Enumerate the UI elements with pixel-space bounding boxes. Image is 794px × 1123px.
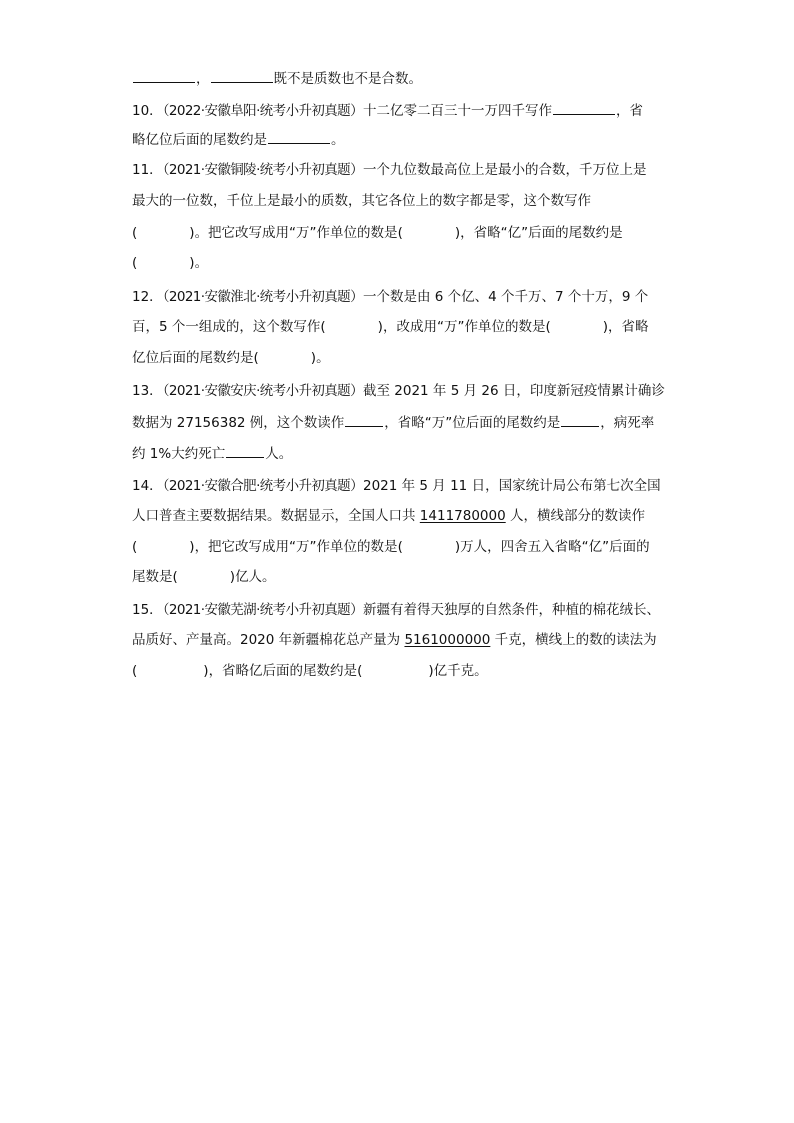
question-text: 一个九位数最高位上是最小的合数，千万位上是	[362, 162, 647, 178]
question-12-line-2	[132, 317, 672, 337]
question-13-line-2	[132, 412, 672, 433]
paren-close: )	[454, 539, 461, 555]
paren-open: (	[132, 539, 138, 555]
question-11-line-1	[132, 160, 672, 180]
underlined-number: 5161000000	[404, 632, 491, 648]
paren-close: )	[189, 539, 195, 555]
question-13-line-3	[132, 443, 672, 464]
question-text: 亿位后面的尾数约是	[132, 350, 254, 366]
question-text: 截至 2021 年 5 月 26 日，印度新冠疫情累计确诊	[362, 383, 665, 399]
question-text: 约 1%大约死亡	[132, 446, 226, 462]
paren-close: )	[189, 255, 195, 271]
question-text: 略亿位后面的尾数约是	[132, 132, 267, 148]
question-14-line-1	[132, 476, 672, 496]
question-14-line-2	[132, 506, 672, 526]
question-number: 15．	[132, 602, 163, 618]
question-text: 既不是质数也不是合数。	[273, 71, 422, 87]
question-text: 百，5 个一组成的，这个数写作	[132, 319, 321, 335]
question-text: 。	[316, 350, 330, 366]
paren-open: (	[253, 350, 259, 366]
question-source: （2021·安徽铜陵·统考小升初真题）	[162, 162, 363, 178]
paren-open: (	[397, 539, 403, 555]
paren-open: (	[357, 663, 363, 679]
question-13-line-1	[132, 381, 672, 401]
question-text: 。	[331, 132, 345, 148]
question-number: 12．	[132, 289, 163, 305]
paren-close: )	[203, 663, 209, 679]
question-source: （2022·安徽阜阳·统考小升初真题）	[162, 103, 363, 119]
question-number: 13．	[132, 383, 163, 399]
question-text: 一个数是由 6 个亿、4 个千万、7 个十万，9 个	[362, 289, 649, 305]
question-14-line-4	[132, 567, 672, 587]
paren-open: (	[320, 319, 326, 335]
question-text: 人，横线部分的数读作	[505, 508, 645, 524]
answer-blank[interactable]	[345, 412, 383, 427]
question-text: ，省略“万”位后面的尾数约是	[384, 415, 561, 431]
answer-blank[interactable]	[133, 68, 195, 83]
question-text: 亿人。	[235, 569, 276, 585]
question-15-line-3	[132, 661, 672, 681]
underlined-number: 1411780000	[419, 508, 506, 524]
answer-blank[interactable]	[226, 443, 264, 458]
question-source: （2021·安徽安庆·统考小升初真题）	[162, 383, 363, 399]
answer-blank[interactable]	[268, 129, 330, 144]
question-text: 。把它改写成用“万”作单位的数是	[194, 225, 398, 241]
question-11-line-3	[132, 223, 672, 243]
question-15-line-2	[132, 630, 672, 650]
separator: ，	[196, 71, 210, 87]
question-text: 十二亿零二百三十一万四千写作	[362, 103, 552, 119]
question-number: 14．	[132, 478, 163, 494]
question-12-line-1	[132, 287, 672, 307]
question-10-line-1	[132, 100, 672, 121]
question-text: 尾数是	[132, 569, 173, 585]
question-10-line-2	[132, 129, 672, 150]
paren-close: )	[189, 225, 195, 241]
question-text: 2021 年 5 月 11 日，国家统计局公布第七次全国	[362, 478, 661, 494]
question-source: （2021·安徽合肥·统考小升初真题）	[162, 478, 363, 494]
paren-close: )	[229, 569, 236, 585]
question-text: 最大的一位数，千位上是最小的质数，其它各位上的数字都是零，这个数写作	[132, 193, 591, 209]
paren-open: (	[132, 225, 138, 241]
question-14-line-3	[132, 537, 672, 557]
paren-open: (	[397, 225, 403, 241]
question-15-line-1	[132, 600, 672, 620]
question-text: ，把它改写成用“万”作单位的数是	[194, 539, 398, 555]
paren-close: )	[602, 319, 609, 335]
question-source: （2021·安徽淮北·统考小升初真题）	[162, 289, 363, 305]
question-text: ，省略“亿”后面的尾数约是	[460, 225, 623, 241]
question-text: 数据为 27156382 例，这个数读作	[132, 415, 345, 431]
paren-open: (	[132, 255, 138, 271]
answer-blank[interactable]	[561, 412, 599, 427]
question-text: 品质好、产量高。2020 年新疆棉花总产量为	[132, 632, 405, 648]
question-text: ，省	[615, 103, 643, 119]
question-11-line-2	[132, 191, 672, 211]
question-number: 11．	[132, 162, 163, 178]
question-text: ，改成用“万”作单位的数是	[382, 319, 546, 335]
question-text: ，省略亿后面的尾数约是	[208, 663, 358, 679]
question-text: 亿千克。	[433, 663, 488, 679]
question-text: 千克，横线上的数的读法为	[490, 632, 657, 648]
answer-blank[interactable]	[211, 68, 273, 83]
paren-open: (	[172, 569, 178, 585]
question-text: 。	[194, 255, 209, 271]
paren-close: )	[454, 225, 461, 241]
paren-open: (	[545, 319, 551, 335]
question-text: ，省略	[608, 319, 649, 335]
question-source: （2021·安徽芜湖·统考小升初真题）	[162, 602, 363, 618]
question-number: 10．	[132, 103, 163, 119]
question-text: 人口普查主要数据结果。数据显示，全国人口共	[132, 508, 420, 524]
paren-close: )	[377, 319, 383, 335]
paren-close: )	[428, 663, 434, 679]
question-text: 人。	[265, 446, 293, 462]
answer-blank[interactable]	[553, 100, 615, 115]
paren-open: (	[132, 663, 138, 679]
question-11-line-4	[132, 253, 672, 273]
question-text: ，病死率	[600, 415, 655, 431]
question-12-line-3	[132, 348, 672, 368]
question-text: 万人，四舍五入省略“亿”后面的	[460, 539, 650, 555]
question-text: 新疆有着得天独厚的自然条件，种植的棉花绒长、	[362, 602, 660, 618]
paren-close: )	[310, 350, 317, 366]
question-9-tail	[132, 68, 672, 89]
